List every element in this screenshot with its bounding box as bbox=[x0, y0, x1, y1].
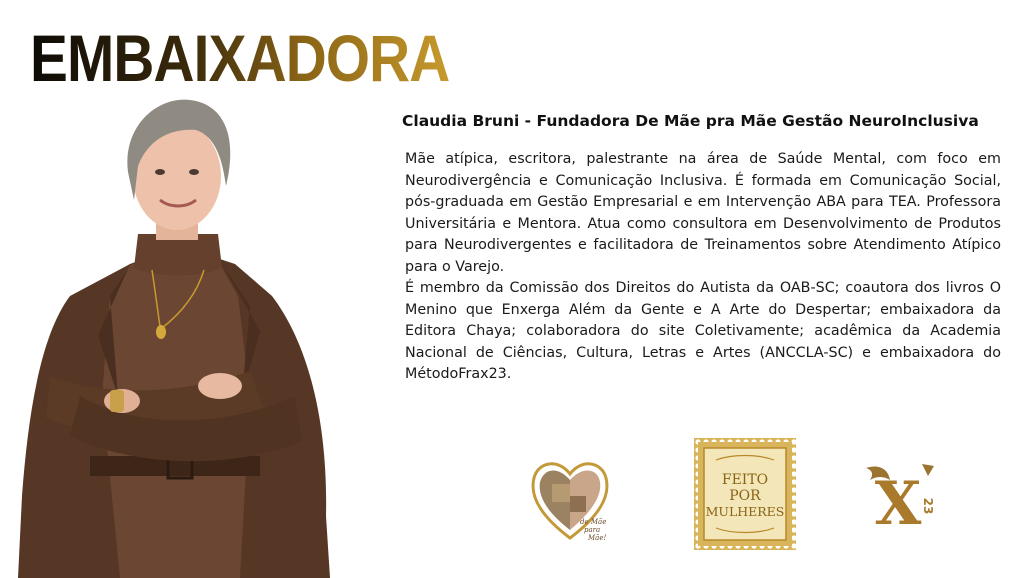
x23-eagle-logo bbox=[862, 462, 936, 530]
feito-por-mulheres-stamp bbox=[694, 438, 796, 550]
bio-paragraph-1: Mãe atípica, escritora, palestrante na área de Saúde Mental, com foco em Neurodivergência e Comunicação Inclusiva. É formada em Comunicação Social, pós-graduada em Gestão Empresarial e em Intervenção ABA para TEA. Professora Universitária e Mentora. Atua como consultora em Desenvolvimento de Produtos para Neurodivergentes e facilitadora de Treinamentos sobre Atendimento Atípico para o Varejo. bbox=[405, 151, 1001, 275]
stamp-line-3: MULHERES bbox=[705, 504, 785, 519]
x23-number: 23 bbox=[921, 497, 935, 515]
x23-letter: X bbox=[874, 469, 922, 530]
page-title: EMBAIXADORA bbox=[30, 18, 449, 98]
stamp-line-1: FEITO bbox=[721, 472, 769, 488]
bio-text bbox=[405, 149, 1001, 386]
heart-logo-text-3: Mãe! bbox=[588, 534, 607, 542]
heart-logo-text-2: para bbox=[584, 526, 601, 534]
portrait-image bbox=[10, 96, 340, 578]
stamp-line-2: POR bbox=[729, 488, 761, 504]
ambassador-heading: Claudia Bruni - Fundadora De Mãe pra Mãe Gestão NeuroInclusiva bbox=[402, 112, 979, 130]
bio-paragraph-2: É membro da Comissão dos Direitos do Autista da OAB-SC; coautora dos livros O Menino que Enxerga Além da Gente e A Arte do Despertar; embaixadora da Editora Chaya; colaboradora do site Coletivamente; acadêmica da Academia Nacional de Ciências, Cultura, Letras e Artes (ANCCLA-SC) e embaixadora do MétodoFrax23. bbox=[405, 280, 1001, 382]
de-mae-para-mae-logo bbox=[528, 452, 612, 544]
heart-logo-text-1: de Mãe bbox=[580, 518, 607, 526]
